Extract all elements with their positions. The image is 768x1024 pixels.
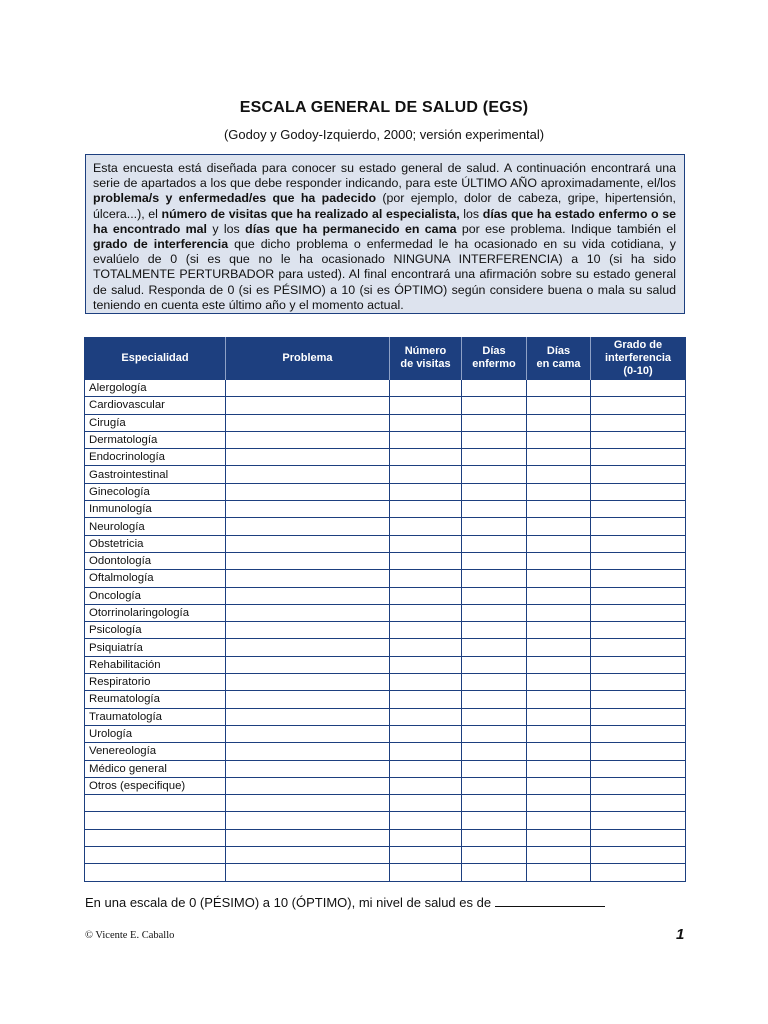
answer-cell[interactable]	[226, 501, 390, 518]
answer-cell[interactable]	[462, 725, 527, 742]
specialty-cell	[85, 795, 226, 812]
intro-bold-text: grado de interferencia	[93, 237, 229, 252]
answer-cell[interactable]	[226, 604, 390, 621]
answer-cell[interactable]	[226, 414, 390, 431]
answer-cell[interactable]	[591, 414, 686, 431]
answer-cell[interactable]	[226, 552, 390, 569]
page-subtitle: (Godoy y Godoy-Izquierdo, 2000; versión experimental)	[223, 127, 545, 142]
answer-cell[interactable]	[462, 570, 527, 587]
table-row	[85, 414, 686, 431]
table-row	[85, 587, 686, 604]
answer-cell[interactable]	[591, 501, 686, 518]
specialty-cell: Rehabilitación	[85, 656, 226, 673]
answer-cell[interactable]	[226, 829, 390, 846]
intro-text: por ese problema. Indique también el	[456, 221, 677, 236]
answer-cell[interactable]	[226, 380, 390, 397]
answer-cell[interactable]	[390, 725, 462, 742]
table-row	[85, 380, 686, 397]
specialty-cell: Urología	[85, 725, 226, 742]
specialty-cell: Oncología	[85, 587, 226, 604]
answer-cell[interactable]	[591, 380, 686, 397]
answer-cell[interactable]	[462, 622, 527, 639]
specialty-cell: Inmunología	[85, 501, 226, 518]
table-row	[85, 847, 686, 864]
answer-cell[interactable]	[390, 397, 462, 414]
specialty-cell: Venereología	[85, 743, 226, 760]
answer-cell[interactable]	[462, 829, 527, 846]
table-row	[85, 639, 686, 656]
answer-cell[interactable]	[390, 501, 462, 518]
answer-cell[interactable]	[591, 570, 686, 587]
answer-cell[interactable]	[462, 501, 527, 518]
answer-cell[interactable]	[462, 812, 527, 829]
specialty-cell: Odontología	[85, 552, 226, 569]
answer-cell[interactable]	[527, 501, 591, 518]
answer-cell[interactable]	[226, 449, 390, 466]
answer-cell[interactable]	[591, 847, 686, 864]
answer-cell[interactable]	[462, 847, 527, 864]
specialty-cell: Cirugía	[85, 414, 226, 431]
answer-cell[interactable]	[527, 725, 591, 742]
answer-cell[interactable]	[527, 795, 591, 812]
column-header: Grado de interferencia (0-10)	[591, 337, 686, 380]
specialty-cell: Otorrinolaringología	[85, 604, 226, 621]
health-table	[84, 337, 686, 882]
answer-cell[interactable]	[390, 639, 462, 656]
answer-cell[interactable]	[226, 708, 390, 725]
answer-cell[interactable]	[226, 587, 390, 604]
answer-cell[interactable]	[462, 674, 527, 691]
answer-cell[interactable]	[527, 431, 591, 448]
answer-cell[interactable]	[226, 864, 390, 881]
answer-cell[interactable]	[591, 691, 686, 708]
health-rating-blank[interactable]	[495, 893, 605, 907]
answer-cell[interactable]	[226, 466, 390, 483]
table-row	[85, 431, 686, 448]
table-header-row	[85, 337, 686, 380]
answer-cell[interactable]	[226, 570, 390, 587]
answer-cell[interactable]	[527, 674, 591, 691]
answer-cell[interactable]	[390, 829, 462, 846]
answer-cell[interactable]	[226, 847, 390, 864]
column-header: Problema	[226, 337, 390, 380]
table-row	[85, 449, 686, 466]
answer-cell[interactable]	[462, 708, 527, 725]
answer-cell[interactable]	[462, 639, 527, 656]
specialty-cell: Cardiovascular	[85, 397, 226, 414]
intro-text: que dicho problema o enfermedad le ha ocasionado en su vida cotidiana, y evalúelo de 0 (si es que no le ha ocasionado NINGUNA INTERFERENCIA) a 10 (si ha sido TOTALMENTE PERTURBADOR para usted). Al final encontrará una afirmación sobre su estado general de salud. Responda de 0 (si es PÉSIMO) a 10 (si es ÓPTIMO) según considere buena o mala su salud teniendo en cuenta este último año y el momento actual.	[93, 237, 676, 312]
specialty-cell: Oftalmología	[85, 570, 226, 587]
answer-cell[interactable]	[390, 414, 462, 431]
answer-cell[interactable]	[527, 760, 591, 777]
answer-cell[interactable]	[527, 466, 591, 483]
column-header: Especialidad	[85, 337, 226, 380]
specialty-cell	[85, 864, 226, 881]
answer-cell[interactable]	[462, 552, 527, 569]
column-header: Número de visitas	[390, 337, 462, 380]
answer-cell[interactable]	[226, 743, 390, 760]
answer-cell[interactable]	[527, 570, 591, 587]
answer-cell[interactable]	[462, 380, 527, 397]
answer-cell[interactable]	[527, 656, 591, 673]
answer-cell[interactable]	[527, 691, 591, 708]
answer-cell[interactable]	[591, 431, 686, 448]
answer-cell[interactable]	[462, 691, 527, 708]
intro-text: Esta encuesta está diseñada para conocer su estado general de salud. A continuación encontrará una serie de apartados a los que debe responder indicando, para este ÚLTIMO AÑO aproximadamente, el/los	[93, 161, 676, 191]
answer-cell[interactable]	[226, 691, 390, 708]
answer-cell[interactable]	[226, 535, 390, 552]
answer-cell[interactable]	[527, 777, 591, 794]
answer-cell[interactable]	[591, 449, 686, 466]
answer-cell[interactable]	[390, 743, 462, 760]
column-header: Días en cama	[527, 337, 591, 380]
intro-bold-text: número de visitas que ha realizado al especialista,	[161, 206, 460, 221]
answer-cell[interactable]	[226, 483, 390, 500]
table-row	[85, 397, 686, 414]
specialty-cell: Respiratorio	[85, 674, 226, 691]
answer-cell[interactable]	[226, 397, 390, 414]
table-row	[85, 501, 686, 518]
answer-cell[interactable]	[462, 535, 527, 552]
answer-cell[interactable]	[390, 518, 462, 535]
answer-cell[interactable]	[591, 518, 686, 535]
answer-cell[interactable]	[390, 622, 462, 639]
answer-cell[interactable]	[462, 777, 527, 794]
answer-cell[interactable]	[527, 864, 591, 881]
answer-cell[interactable]	[591, 708, 686, 725]
answer-cell[interactable]	[462, 604, 527, 621]
answer-cell[interactable]	[462, 656, 527, 673]
answer-cell[interactable]	[527, 604, 591, 621]
answer-cell[interactable]	[226, 760, 390, 777]
answer-cell[interactable]	[527, 639, 591, 656]
answer-cell[interactable]	[591, 760, 686, 777]
answer-cell[interactable]	[527, 847, 591, 864]
answer-cell[interactable]	[591, 552, 686, 569]
answer-cell[interactable]	[390, 847, 462, 864]
answer-cell[interactable]	[527, 812, 591, 829]
intro-text: (por ejemplo, dolor de cabeza, gripe, hipertensión, úlcera...), el	[93, 191, 676, 221]
table-row	[85, 570, 686, 587]
table-row	[85, 743, 686, 760]
answer-cell[interactable]	[527, 708, 591, 725]
answer-cell[interactable]	[527, 397, 591, 414]
instructions-box	[85, 154, 685, 314]
answer-cell[interactable]	[462, 518, 527, 535]
answer-cell[interactable]	[591, 535, 686, 552]
table-row	[85, 604, 686, 621]
specialty-cell: Gastrointestinal	[85, 466, 226, 483]
answer-cell[interactable]	[390, 570, 462, 587]
answer-cell[interactable]	[527, 552, 591, 569]
answer-cell[interactable]	[462, 414, 527, 431]
answer-cell[interactable]	[527, 829, 591, 846]
table-row	[85, 552, 686, 569]
answer-cell[interactable]	[462, 397, 527, 414]
answer-cell[interactable]	[390, 587, 462, 604]
specialty-cell: Dermatología	[85, 431, 226, 448]
answer-cell[interactable]	[591, 829, 686, 846]
answer-cell[interactable]	[591, 639, 686, 656]
answer-cell[interactable]	[390, 674, 462, 691]
page-number: 1	[676, 926, 685, 943]
answer-cell[interactable]	[462, 431, 527, 448]
health-rating-statement	[85, 893, 605, 910]
answer-cell[interactable]	[390, 466, 462, 483]
answer-cell[interactable]	[390, 760, 462, 777]
answer-cell[interactable]	[390, 449, 462, 466]
page-title: ESCALA GENERAL DE SALUD (EGS)	[239, 99, 529, 116]
answer-cell[interactable]	[591, 466, 686, 483]
specialty-cell: Neurología	[85, 518, 226, 535]
table-row	[85, 812, 686, 829]
specialty-cell: Obstetricia	[85, 535, 226, 552]
answer-cell[interactable]	[390, 708, 462, 725]
answer-cell[interactable]	[390, 380, 462, 397]
answer-cell[interactable]	[390, 812, 462, 829]
table-row	[85, 864, 686, 881]
answer-cell[interactable]	[462, 483, 527, 500]
answer-cell[interactable]	[390, 656, 462, 673]
intro-bold-text: días que ha estado enfermo o se ha encontrado mal	[93, 206, 676, 236]
table-row	[85, 760, 686, 777]
answer-cell[interactable]	[591, 397, 686, 414]
specialty-cell: Endocrinología	[85, 449, 226, 466]
table-row	[85, 656, 686, 673]
specialty-cell: Traumatología	[85, 708, 226, 725]
health-rating-text: En una escala de 0 (PÉSIMO) a 10 (ÓPTIMO), mi nivel de salud es de	[85, 895, 492, 910]
answer-cell[interactable]	[390, 535, 462, 552]
answer-cell[interactable]	[462, 743, 527, 760]
answer-cell[interactable]	[591, 674, 686, 691]
answer-cell[interactable]	[591, 656, 686, 673]
answer-cell[interactable]	[226, 431, 390, 448]
answer-cell[interactable]	[462, 760, 527, 777]
table-row	[85, 535, 686, 552]
answer-cell[interactable]	[527, 483, 591, 500]
copyright: © Vicente E. Caballo	[85, 930, 175, 941]
intro-bold-text: días que ha permanecido en cama	[245, 221, 457, 236]
table-row	[85, 829, 686, 846]
answer-cell[interactable]	[591, 725, 686, 742]
answer-cell[interactable]	[390, 604, 462, 621]
answer-cell[interactable]	[462, 587, 527, 604]
answer-cell[interactable]	[226, 777, 390, 794]
specialty-cell: Psiquiatría	[85, 639, 226, 656]
specialty-cell: Ginecología	[85, 483, 226, 500]
table-row	[85, 777, 686, 794]
table-row	[85, 795, 686, 812]
intro-bold-text: problema/s y enfermedad/es que ha padecido	[93, 191, 377, 206]
answer-cell[interactable]	[591, 777, 686, 794]
answer-cell[interactable]	[591, 604, 686, 621]
table-row	[85, 466, 686, 483]
answer-cell[interactable]	[462, 466, 527, 483]
answer-cell[interactable]	[591, 587, 686, 604]
answer-cell[interactable]	[226, 622, 390, 639]
answer-cell[interactable]	[527, 743, 591, 760]
table-row	[85, 622, 686, 639]
answer-cell[interactable]	[226, 795, 390, 812]
specialty-cell: Psicología	[85, 622, 226, 639]
answer-cell[interactable]	[527, 622, 591, 639]
table-row	[85, 518, 686, 535]
intro-text: los	[459, 206, 483, 221]
answer-cell[interactable]	[591, 812, 686, 829]
answer-cell[interactable]	[527, 414, 591, 431]
answer-cell[interactable]	[462, 795, 527, 812]
answer-cell[interactable]	[390, 483, 462, 500]
answer-cell[interactable]	[226, 518, 390, 535]
answer-cell[interactable]	[226, 812, 390, 829]
specialty-cell: Otros (especifique)	[85, 777, 226, 794]
answer-cell[interactable]	[591, 795, 686, 812]
table-row	[85, 708, 686, 725]
answer-cell[interactable]	[591, 743, 686, 760]
answer-cell[interactable]	[527, 380, 591, 397]
answer-cell[interactable]	[462, 864, 527, 881]
answer-cell[interactable]	[390, 552, 462, 569]
answer-cell[interactable]	[591, 864, 686, 881]
answer-cell[interactable]	[390, 691, 462, 708]
specialty-cell: Reumatología	[85, 691, 226, 708]
answer-cell[interactable]	[527, 587, 591, 604]
answer-cell[interactable]	[390, 795, 462, 812]
specialty-cell	[85, 847, 226, 864]
table-row	[85, 725, 686, 742]
answer-cell[interactable]	[390, 777, 462, 794]
table-row	[85, 691, 686, 708]
answer-cell[interactable]	[527, 518, 591, 535]
answer-cell[interactable]	[390, 431, 462, 448]
intro-text: y los	[207, 221, 246, 236]
answer-cell[interactable]	[226, 656, 390, 673]
table-row	[85, 674, 686, 691]
answer-cell[interactable]	[226, 674, 390, 691]
answer-cell[interactable]	[527, 535, 591, 552]
answer-cell[interactable]	[591, 483, 686, 500]
table-row	[85, 483, 686, 500]
specialty-cell: Médico general	[85, 760, 226, 777]
answer-cell[interactable]	[462, 449, 527, 466]
answer-cell[interactable]	[591, 622, 686, 639]
answer-cell[interactable]	[527, 449, 591, 466]
answer-cell[interactable]	[226, 639, 390, 656]
answer-cell[interactable]	[226, 725, 390, 742]
specialty-cell	[85, 829, 226, 846]
column-header: Días enfermo	[462, 337, 527, 380]
specialty-cell	[85, 812, 226, 829]
specialty-cell: Alergología	[85, 380, 226, 397]
answer-cell[interactable]	[390, 864, 462, 881]
